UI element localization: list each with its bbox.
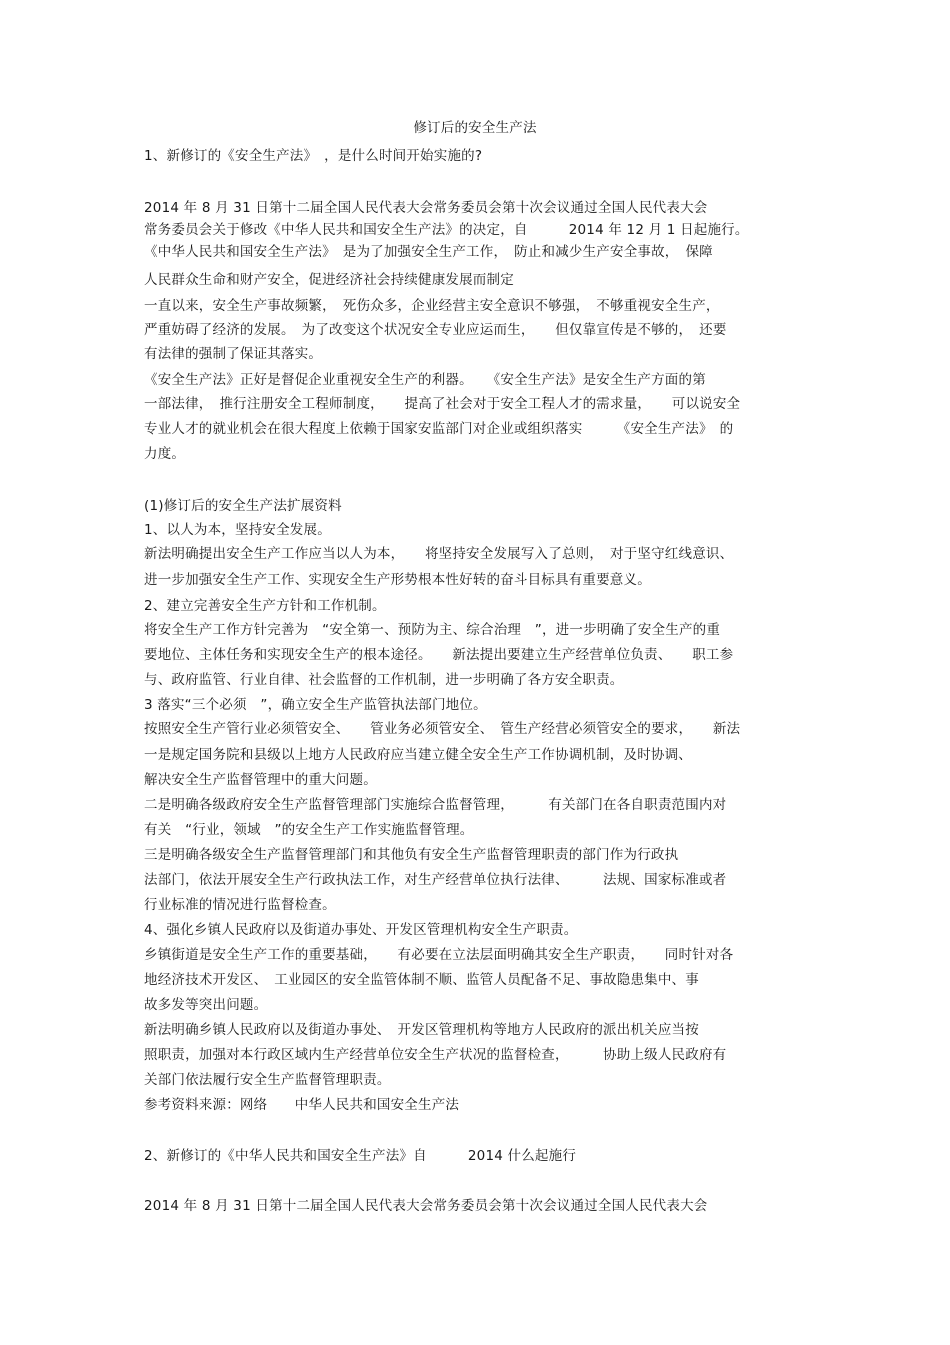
paragraph-line: 乡镇街道是安全生产工作的重要基础， 有必要在立法层面明确其安全生产职责， 同时针对各 bbox=[144, 947, 734, 963]
paragraph-line: 专业人才的就业机会在很大程度上依赖于国家安监部门对企业或组织落实 《安全生产法》 的 bbox=[144, 421, 734, 437]
paragraph-line: 将安全生产工作方针完善为 “安全第一、预防为主、综合治理 ”，进一步明确了安全生产的重 bbox=[144, 622, 721, 638]
question-1: 1、新修订的《安全生产法》 ，是什么时间开始实施的? bbox=[144, 148, 483, 164]
paragraph-line: 二是明确各级政府安全生产监督管理部门实施综合监督管理， 有关部门在各自职责范围内对 bbox=[144, 797, 727, 813]
paragraph-line: 严重妨碍了经济的发展。 为了改变这个状况安全专业应运而生， 但仅靠宣传是不够的， 还要 bbox=[144, 322, 727, 338]
paragraph-line: 关部门依法履行安全生产监督管理职责。 bbox=[144, 1072, 391, 1088]
paragraph-line: 《安全生产法》正好是督促企业重视安全生产的利器。 《安全生产法》是安全生产方面的第 bbox=[144, 372, 706, 388]
paragraph-line: 有关 “行业，领域 ”的安全生产工作实施监督管理。 bbox=[144, 822, 474, 838]
paragraph-line: 三是明确各级安全生产监督管理部门和其他负有安全生产监督管理职责的部门作为行政执 bbox=[144, 847, 679, 863]
paragraph-line: 常务委员会关于修改《中华人民共和国安全生产法》的决定，自 2014 年 12 月 1 日起施行。 bbox=[144, 222, 749, 238]
paragraph-line: 法部门，依法开展安全生产行政执法工作，对生产经营单位执行法律、 法规、国家标准或者 bbox=[144, 872, 727, 888]
section-heading: (1)修订后的安全生产法扩展资料 bbox=[144, 498, 342, 514]
paragraph-line: 地经济技术开发区、 工业园区的安全监管体制不顺、监管人员配备不足、事故隐患集中、事 bbox=[144, 972, 699, 988]
paragraph-line: 要地位、主体任务和实现安全生产的根本途径。 新法提出要建立生产经营单位负责、 职工参 bbox=[144, 647, 734, 663]
question-2: 2、新修订的《中华人民共和国安全生产法》自 2014 什么起施行 bbox=[144, 1148, 577, 1164]
paragraph-line: 有法律的强制了保证其落实。 bbox=[144, 346, 323, 362]
paragraph-line: 一直以来，安全生产事故频繁， 死伤众多，企业经营主安全意识不够强， 不够重视安全生产， bbox=[144, 298, 720, 314]
paragraph-line: 与、政府监管、行业自律、社会监督的工作机制，进一步明确了各方安全职责。 bbox=[144, 672, 624, 688]
point-heading: 2、建立完善安全生产方针和工作机制。 bbox=[144, 598, 386, 614]
paragraph-line: 一部法律， 推行注册安全工程师制度， 提高了社会对于安全工程人才的需求量， 可以说安全 bbox=[144, 396, 741, 412]
point-heading: 3 落实“三个必须 ”，确立安全生产监管执法部门地位。 bbox=[144, 697, 487, 713]
paragraph-line: 2014 年 8 月 31 日第十二届全国人民代表大会常务委员会第十次会议通过全国人民代表大会 bbox=[144, 1198, 708, 1214]
paragraph-line: 人民群众生命和财产安全，促进经济社会持续健康发展而制定 bbox=[144, 272, 514, 288]
point-heading: 4、强化乡镇人民政府以及街道办事处、开发区管理机构安全生产职责。 bbox=[144, 922, 578, 938]
paragraph-line: 故多发等突出问题。 bbox=[144, 997, 268, 1013]
paragraph-line: 照职责，加强对本行政区域内生产经营单位安全生产状况的监督检查， 协助上级人民政府有 bbox=[144, 1047, 727, 1063]
paragraph-line: 《中华人民共和国安全生产法》 是为了加强安全生产工作， 防止和减少生产安全事故， 保障 bbox=[144, 244, 713, 260]
paragraph-line: 新法明确提出安全生产工作应当以人为本， 将坚持安全发展写入了总则， 对于坚守红线意识、 bbox=[144, 546, 734, 562]
paragraph-line: 解决安全生产监督管理中的重大问题。 bbox=[144, 772, 377, 788]
point-heading: 1、以人为本，坚持安全发展。 bbox=[144, 522, 331, 538]
paragraph-line: 新法明确乡镇人民政府以及街道办事处、 开发区管理机构等地方人民政府的派出机关应当按 bbox=[144, 1022, 699, 1038]
paragraph-line: 力度。 bbox=[144, 446, 186, 462]
paragraph-line: 行业标准的情况进行监督检查。 bbox=[144, 897, 336, 913]
reference-line: 参考资料来源：网络 中华人民共和国安全生产法 bbox=[144, 1097, 460, 1113]
paragraph-line: 2014 年 8 月 31 日第十二届全国人民代表大会常务委员会第十次会议通过全国人民代表大会 bbox=[144, 200, 708, 216]
paragraph-line: 一是规定国务院和县级以上地方人民政府应当建立健全安全生产工作协调机制，及时协调、 bbox=[144, 747, 692, 763]
paragraph-line: 按照安全生产管行业必须管安全、 管业务必须管安全、 管生产经营必须管安全的要求， 新法 bbox=[144, 721, 741, 737]
paragraph-line: 进一步加强安全生产工作、实现安全生产形势根本性好转的奋斗目标具有重要意义。 bbox=[144, 572, 651, 588]
document-title: 修订后的安全生产法 bbox=[413, 120, 537, 136]
